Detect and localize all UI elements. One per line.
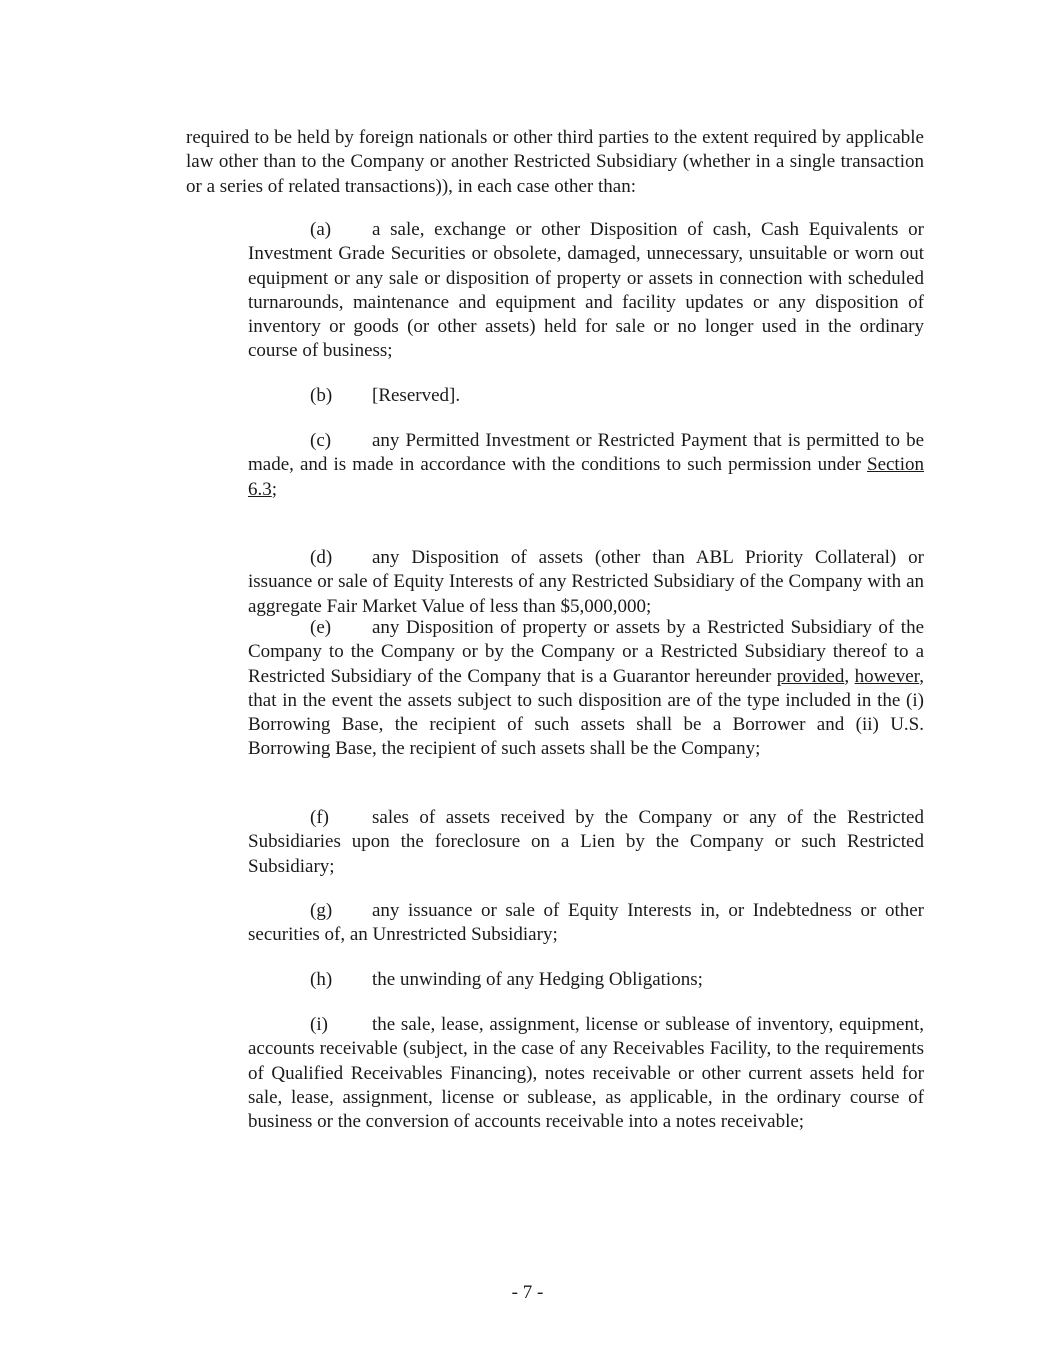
clause-label: (f) xyxy=(310,807,329,828)
clause-text: [Reserved]. xyxy=(372,385,461,406)
clause-i xyxy=(248,1013,924,1134)
section-reference-link[interactable]: Section 6.3 xyxy=(248,454,924,500)
clause-label: (d) xyxy=(310,547,333,568)
page-number: - 7 - xyxy=(511,1282,544,1303)
clause-g xyxy=(248,899,924,948)
clause-a xyxy=(248,218,924,364)
clause-text: any Disposition of property or assets by a Restricted Subsidiary of the Company to the Company or by the Company or a Restricted Subsidiary thereof to a Restricted Subsidiary of the Company that is a Guarantor hereunder xyxy=(248,617,924,687)
clause-label: (b) xyxy=(310,385,333,406)
clause-text: a sale, exchange or other Disposition of cash, Cash Equivalents or Investment Grade Securities or obsolete, damaged, unnecessary, unsuitable or worn out equipment or any sale or disposition of property or assets in connection with scheduled turnarounds, maintenance and equipment and facility updates or any disposition of inventory or goods (or other assets) held for sale or no longer used in the ordinary course of business; xyxy=(248,219,924,362)
clause-text: sales of assets received by the Company or any of the Restricted Subsidiaries upon the foreclosure on a Lien by the Company or such Restricted Subsidiary; xyxy=(248,807,924,877)
clause-text: the unwinding of any Hedging Obligations; xyxy=(372,969,703,990)
clause-label: (i) xyxy=(310,1014,328,1035)
however-term: however xyxy=(854,665,920,687)
clause-text: any issuance or sale of Equity Interests in, or Indebtedness or other securities of, an Unrestricted Subsidiary; xyxy=(248,900,924,946)
clause-d xyxy=(248,546,924,619)
clause-e xyxy=(248,616,924,762)
clause-label: (c) xyxy=(310,430,332,451)
clause-c xyxy=(248,429,924,502)
clause-h xyxy=(248,968,924,992)
clause-label: (a) xyxy=(310,219,332,240)
intro-paragraph: required to be held by foreign nationals or other third parties to the extent required by applicable law other than to the Company or another Restricted Subsidiary (whether in a single transaction or a series of related transactions)), in each case other than: xyxy=(186,127,924,197)
clause-text-tail: , that in the event the assets subject to such disposition are of the type included in the (i) Borrowing Base, the recipient of such assets shall be a Borrower and (ii) U.S. Borrowing Base, the recipient of such assets shall be the Company; xyxy=(248,665,924,760)
clause-text: any Disposition of assets (other than ABL Priority Collateral) or issuance or sale of Equity Interests of any Restricted Subsidiary of the Company with an aggregate Fair Market Value of less than $5,000,000; xyxy=(248,547,924,617)
clause-f xyxy=(248,806,924,879)
separator-comma: , xyxy=(844,665,855,687)
clause-text: any Permitted Investment or Restricted Payment that is permitted to be made, and is made in accordance with the conditions to such permission under xyxy=(248,430,924,476)
clause-label: (e) xyxy=(310,617,332,638)
clause-b xyxy=(248,384,924,408)
clause-label: (g) xyxy=(310,900,333,921)
provided-term: provided xyxy=(776,665,845,687)
clause-text: the sale, lease, assignment, license or sublease of inventory, equipment, accounts receivable (subject, in the case of any Receivables Facility, to the requirements of Qualified Receivables Financing), notes receivable or other current assets held for sale, lease, assignment, license or sublease, as applicable, in the ordinary course of business or the conversion of accounts receivable into a notes receivable; xyxy=(248,1014,924,1133)
clause-text-tail: ; xyxy=(271,478,278,500)
clause-label: (h) xyxy=(310,969,333,990)
